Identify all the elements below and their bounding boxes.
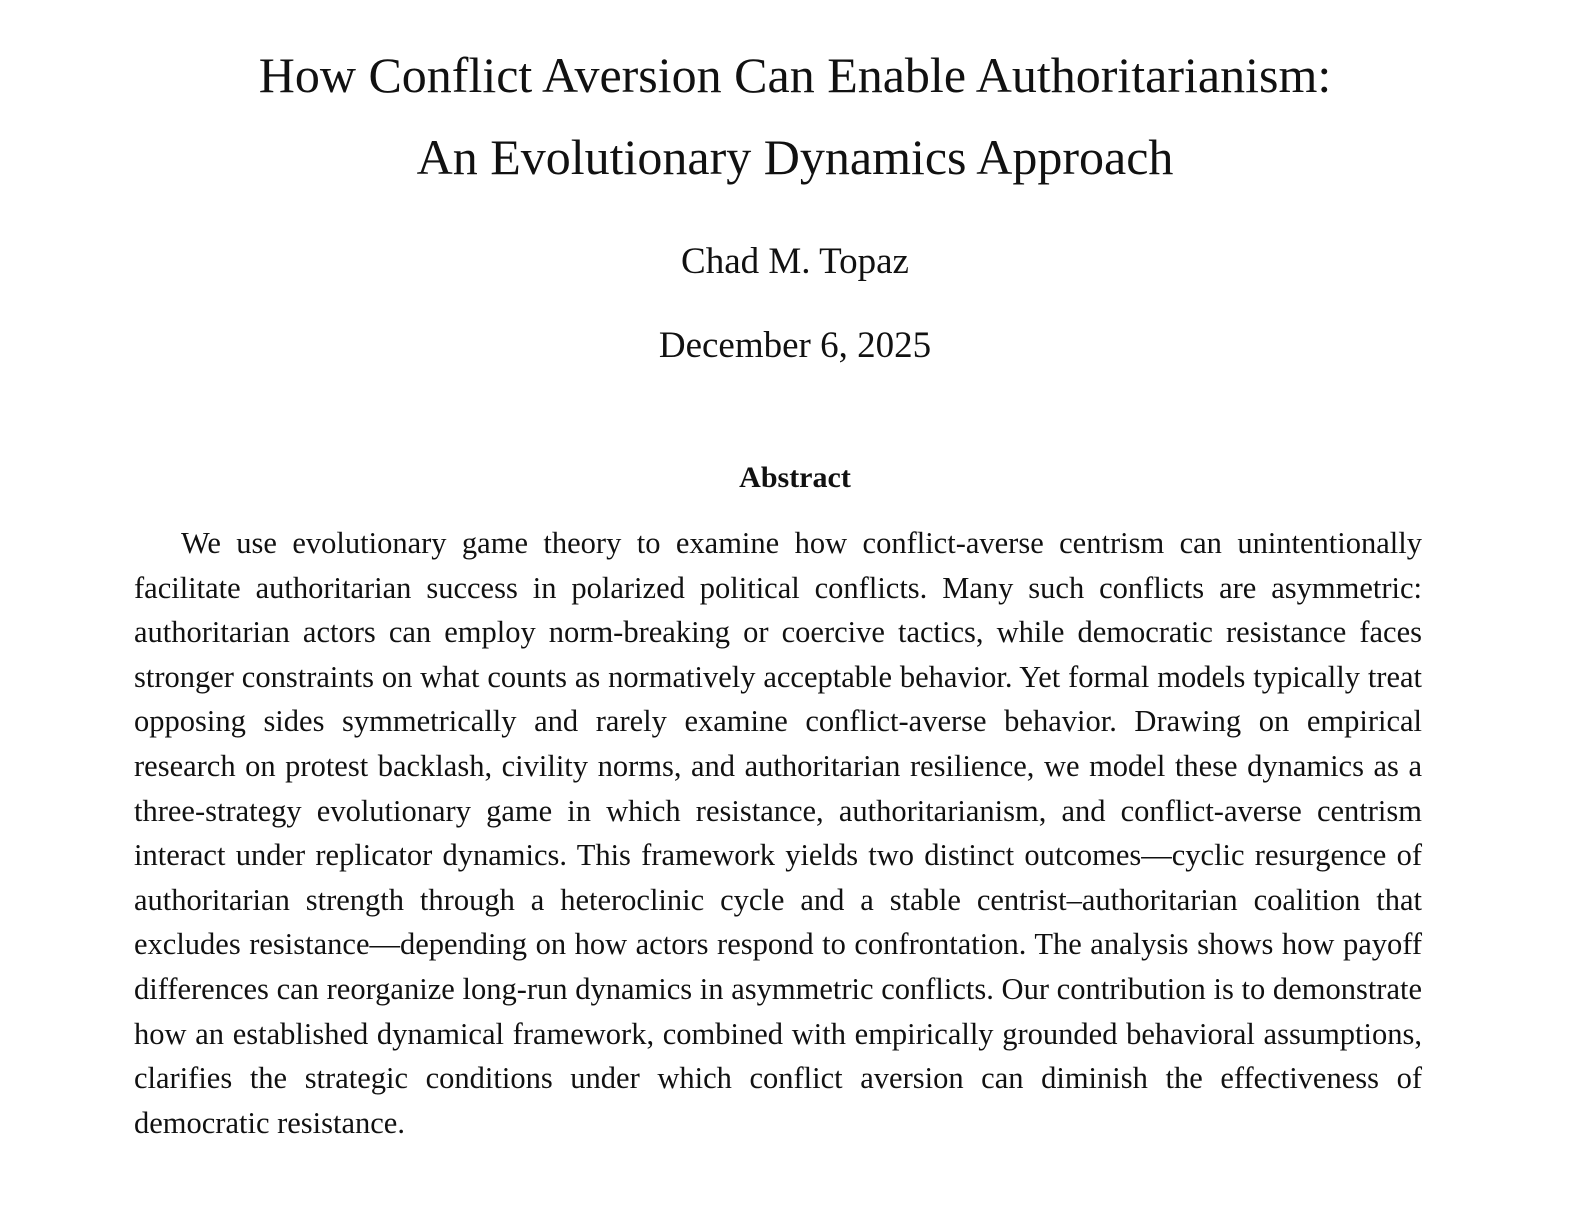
paper-author: Chad M. Topaz [681,241,909,282]
paper-title-line-2: An Evolutionary Dynamics Approach [416,129,1174,185]
paper-title [0,34,1590,198]
paper-date: December 6, 2025 [658,325,932,366]
abstract-body: We use evolutionary game theory to examine how conflict-averse centrism can unintentionally facilitate authoritarian success in polarized political conflicts. Many such conflicts are asymmetric: authoritarian actors can employ norm-breaking or coercive tactics, while democratic resistance faces stronger constraints on what counts as normatively acceptable behavior. Yet formal models typically treat opposing sides symmetrically and rarely examine conflict-averse behavior. Drawing on empirical research on protest backlash, civility norms, and authoritarian resilience, we model these dynamics as a three-strategy evolutionary game in which resistance, authoritarianism, and conflict-averse centrism interact under replicator dynamics. This framework yields two distinct outcomes—cyclic resurgence of authoritarian strength through a heteroclinic cycle and a stable centrist–authoritarian coalition that excludes resistance—depending on how actors respond to confrontation. The analysis shows how payoff differences can reorganize long-run dynamics in asymmetric conflicts. Our contribution is to demonstrate how an established dynamical framework, combined with empirically grounded behavioral assumptions, clarifies the strategic conditions under which conflict aversion can diminish the effectiveness of democratic resistance. [134,526,1422,1140]
paper-title-line-1: How Conflict Aversion Can Enable Authoritarianism: [258,47,1332,103]
abstract-heading: Abstract [739,461,851,494]
